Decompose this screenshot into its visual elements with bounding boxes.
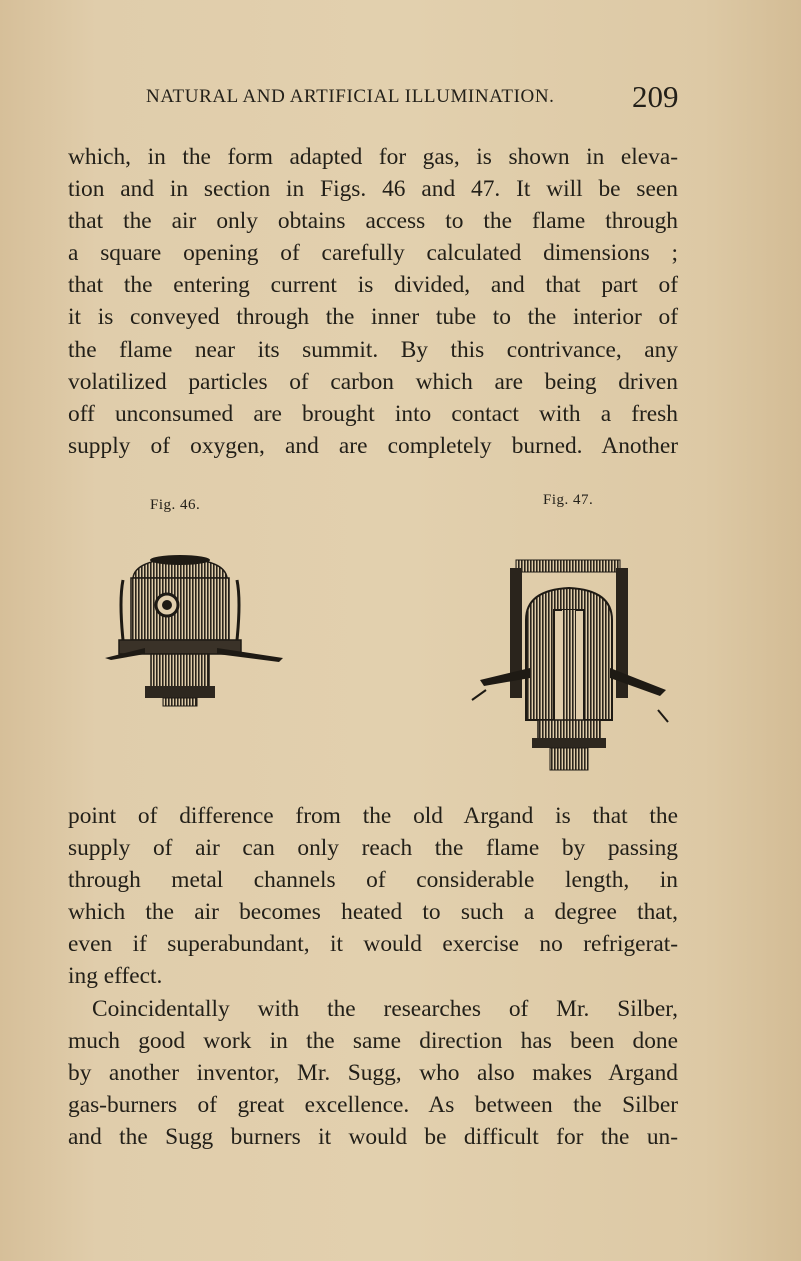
text-line: much good work in the same direction has been done	[68, 1027, 678, 1054]
text-line: ing effect.	[68, 963, 163, 990]
figure-46-caption: Fig. 46.	[150, 497, 201, 513]
text-line: by another inventor, Mr. Sugg, who also makes Argand	[68, 1059, 678, 1086]
text-line: and the Sugg burners it would be difficult for the un-	[68, 1123, 678, 1150]
text-line: gas-burners of great excellence. As between the Silber	[68, 1091, 678, 1118]
text-line: that the air only obtains access to the flame through	[68, 208, 678, 235]
text-line: the flame near its summit. By this contrivance, any	[68, 336, 678, 363]
text-line: even if superabundant, it would exercise no refrigerat-	[68, 931, 678, 958]
text-line: off unconsumed are brought into contact with a fresh	[68, 400, 678, 427]
text-line: tion and in section in Figs. 46 and 47. It will be seen	[68, 176, 678, 203]
text-line: which, in the form adapted for gas, is shown in eleva-	[68, 144, 678, 170]
text-line: through metal channels of considerable length, in	[68, 867, 678, 894]
text-line: it is conveyed through the inner tube to the interior of	[68, 304, 678, 331]
text-line: supply of oxygen, and are completely burned. Another	[68, 432, 678, 459]
text-line: point of difference from the old Argand is that the	[68, 803, 678, 829]
text-line: a square opening of carefully calculated dimensions ;	[68, 240, 678, 267]
text-line: supply of air can only reach the flame by passing	[68, 835, 678, 862]
running-title: NATURAL AND ARTIFICIAL ILLUMINATION.	[146, 86, 555, 107]
figure-47-caption: Fig. 47.	[543, 492, 594, 508]
figure-46-burner-elevation	[105, 550, 295, 710]
text-line: volatilized particles of carbon which are being driven	[68, 368, 678, 395]
text-line: which the air becomes heated to such a degree that,	[68, 899, 678, 926]
running-head	[0, 79, 801, 122]
paragraph-2	[68, 800, 678, 1153]
text-line: that the entering current is divided, and that part of	[68, 272, 678, 299]
paragraph-1	[68, 141, 678, 462]
figure-47-burner-section	[470, 550, 680, 775]
page-number: 209	[632, 79, 679, 114]
text-line: Coincidentally with the researches of Mr. Silber,	[92, 995, 678, 1022]
